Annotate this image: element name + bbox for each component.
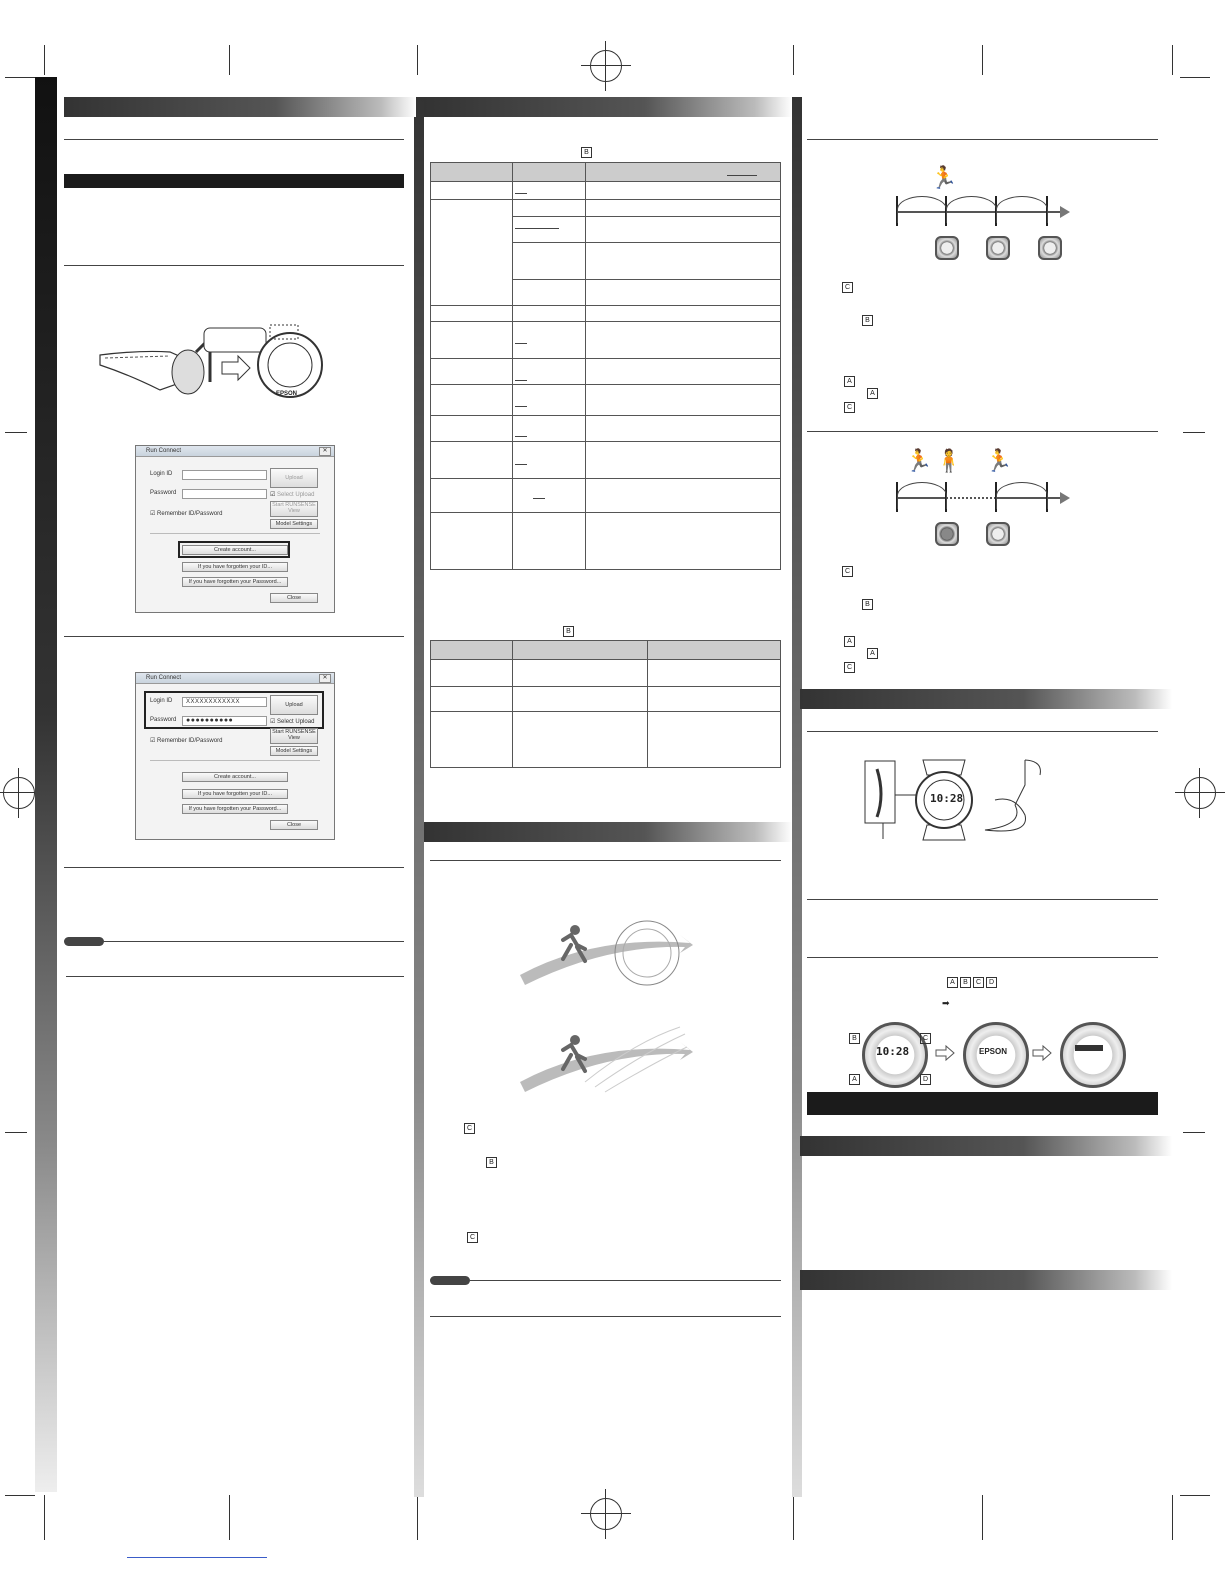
arrow-right-icon — [1033, 1046, 1053, 1060]
button-c-icon: C — [842, 566, 853, 577]
crop-mark — [1172, 45, 1173, 75]
login-id-field[interactable] — [182, 470, 267, 480]
crop-mark — [5, 77, 35, 78]
login-id-label: Login ID — [150, 698, 173, 704]
standing-person-icon: 🧍 — [935, 448, 963, 473]
section-header-bar — [424, 822, 792, 842]
crop-mark — [1172, 1495, 1173, 1540]
divider — [66, 976, 404, 977]
divider — [807, 139, 1158, 140]
button-c-icon: C — [844, 402, 855, 413]
divider — [807, 731, 1158, 732]
button-c-icon: C — [973, 977, 984, 988]
divider — [64, 636, 404, 637]
divider — [64, 265, 404, 266]
forgot-id-button[interactable]: If you have forgotten your ID... — [182, 562, 288, 572]
crop-mark — [5, 1132, 27, 1133]
button-a-icon: A — [844, 376, 855, 387]
login-id-label: Login ID — [150, 471, 173, 477]
runner-icon: 🏃 — [985, 448, 1013, 473]
dialog-separator — [150, 533, 320, 534]
password-label: Password — [150, 490, 177, 496]
section-header-bar — [800, 1136, 1172, 1156]
dialog-title: Run Connect — [136, 446, 334, 457]
crop-mark — [1183, 1132, 1205, 1133]
dialog-separator — [150, 760, 320, 761]
section-header-bar — [64, 97, 416, 117]
password-field[interactable] — [182, 489, 267, 499]
crop-mark — [982, 1495, 983, 1540]
crop-mark — [44, 45, 45, 75]
divider — [807, 899, 1158, 900]
watch-icon — [935, 236, 959, 260]
divider — [64, 139, 404, 140]
button-a-icon: A — [867, 388, 878, 399]
crop-mark — [5, 432, 27, 433]
registration-mark — [590, 50, 622, 82]
button-b-icon: B — [849, 1033, 860, 1044]
registration-mark — [3, 777, 35, 809]
button-b-icon: B — [563, 626, 574, 637]
button-d-icon: D — [920, 1074, 931, 1085]
watch-icon — [935, 522, 959, 546]
divider — [64, 867, 404, 868]
lap-arc — [996, 482, 1048, 509]
button-c-icon: C — [844, 662, 855, 673]
upload-button[interactable]: Upload — [270, 468, 318, 488]
password-label: Password — [150, 717, 177, 723]
note-band — [807, 1092, 1158, 1115]
button-c-icon: C — [920, 1033, 931, 1044]
running-pace-illustration — [515, 915, 695, 990]
create-account-button[interactable]: Create account... — [182, 545, 288, 555]
crop-mark — [229, 1495, 230, 1540]
button-a-icon: A — [849, 1074, 860, 1085]
create-account-highlight — [178, 541, 290, 558]
table-mark — [515, 380, 527, 381]
upload-button[interactable]: Upload — [270, 695, 318, 715]
divider — [807, 957, 1158, 958]
remember-checkbox[interactable]: ☑ Remember ID/Password — [150, 511, 223, 517]
create-account-button[interactable]: Create account... — [182, 772, 288, 782]
settings-table — [430, 162, 781, 570]
table-mark — [515, 228, 559, 229]
select-upload-label: Select Upload — [277, 719, 315, 725]
arrow-right-icon — [936, 1046, 956, 1060]
table-mark — [515, 193, 527, 194]
forgot-password-button[interactable]: If you have forgotten your Password... — [182, 804, 288, 814]
note-band — [64, 174, 404, 188]
section-header-bar — [800, 689, 1172, 709]
lap-arc — [946, 196, 997, 223]
table-mark — [515, 406, 527, 407]
watch-brand-label: EPSON — [276, 391, 298, 397]
divider — [430, 860, 781, 861]
button-b-icon: B — [960, 977, 971, 988]
divider — [430, 1316, 781, 1317]
note-pill — [430, 1276, 470, 1285]
button-a-icon: A — [947, 977, 958, 988]
crop-mark — [793, 1495, 794, 1540]
lap-arc — [897, 196, 947, 223]
arrow-head-icon — [1060, 206, 1072, 218]
run-connect-dialog — [135, 445, 335, 613]
start-runsense-view-button[interactable]: Start RUNSENSE View — [270, 501, 318, 517]
watch-face-menu-display — [1060, 1022, 1126, 1088]
lap-arc — [897, 482, 947, 509]
close-button[interactable]: Close — [270, 820, 318, 830]
crop-mark — [982, 45, 983, 75]
watch-brand-text: EPSON — [979, 1047, 1008, 1056]
remember-label: Remember ID/Password — [157, 511, 223, 517]
arrow-right-icon: ➡ — [942, 998, 950, 1008]
divider — [104, 941, 404, 942]
arrow-head-icon — [1060, 492, 1072, 504]
watch-menu-highlight — [1075, 1045, 1103, 1051]
select-upload-checkbox[interactable]: ☑ Select Upload — [270, 492, 315, 498]
crop-mark — [793, 45, 794, 75]
forgot-password-button[interactable]: If you have forgotten your Password... — [182, 577, 288, 587]
settings-table-2 — [430, 640, 781, 768]
watch-icon — [986, 522, 1010, 546]
watch-face-time: 10:28 — [930, 792, 964, 805]
login-id-field[interactable]: XXXXXXXXXXXX — [182, 697, 267, 707]
table-mark — [515, 436, 527, 437]
button-b-icon: B — [862, 599, 873, 610]
runner-icon: 🏃 — [905, 448, 933, 473]
start-runsense-view-button[interactable]: Start RUNSENSE View — [270, 728, 318, 744]
crop-mark — [417, 1495, 418, 1540]
model-settings-button[interactable]: Model Settings — [270, 519, 318, 529]
remember-checkbox[interactable]: ☑ Remember ID/Password — [150, 738, 223, 744]
table-mark — [727, 175, 757, 176]
crop-mark — [229, 45, 230, 75]
crop-mark — [1180, 1495, 1210, 1496]
remember-label: Remember ID/Password — [157, 738, 223, 744]
select-upload-checkbox[interactable]: ☑ Select Upload — [270, 719, 315, 725]
divider — [807, 431, 1158, 432]
watch-time-text: 10:28 — [876, 1045, 910, 1058]
pause-dotted-line — [946, 497, 996, 499]
crop-mark — [1183, 432, 1205, 433]
left-margin-bar — [35, 77, 57, 1492]
crop-mark — [1180, 77, 1210, 78]
registration-mark — [1184, 777, 1216, 809]
divider — [470, 1280, 781, 1281]
note-pill — [64, 937, 104, 946]
section-header-bar — [424, 97, 792, 117]
lap-arc — [996, 196, 1048, 223]
running-stride-illustration — [515, 1022, 695, 1102]
button-d-icon: D — [986, 977, 997, 988]
footer-link-underline — [127, 1557, 267, 1558]
watch-icon — [986, 236, 1010, 260]
button-b-icon: B — [486, 1157, 497, 1168]
close-icon[interactable]: ✕ — [319, 447, 331, 456]
table-mark — [515, 343, 527, 344]
button-b-icon: B — [862, 315, 873, 326]
button-c-icon: C — [467, 1232, 478, 1243]
model-settings-button[interactable]: Model Settings — [270, 746, 318, 756]
watch-icon — [1038, 236, 1062, 260]
crop-mark — [44, 1495, 45, 1540]
section-header-bar — [800, 1270, 1172, 1290]
close-button[interactable]: Close — [270, 593, 318, 603]
button-c-icon: C — [842, 282, 853, 293]
registration-mark — [590, 1498, 622, 1530]
close-icon[interactable]: ✕ — [319, 674, 331, 683]
table-mark — [533, 498, 545, 499]
button-b-icon: B — [581, 147, 592, 158]
run-connect-dialog-filled — [135, 672, 335, 840]
crop-mark — [5, 1495, 35, 1496]
table-mark — [515, 464, 527, 465]
button-a-icon: A — [844, 636, 855, 647]
password-field[interactable]: ●●●●●●●●●● — [182, 716, 267, 726]
dialog-title: Run Connect — [136, 673, 334, 684]
button-a-icon: A — [867, 648, 878, 659]
select-upload-label: Select Upload — [277, 492, 315, 498]
button-c-icon: C — [464, 1123, 475, 1134]
column-divider-bar — [414, 97, 424, 1497]
crop-mark — [417, 45, 418, 75]
forgot-id-button[interactable]: If you have forgotten your ID... — [182, 789, 288, 799]
runner-icon: 🏃 — [930, 165, 958, 190]
